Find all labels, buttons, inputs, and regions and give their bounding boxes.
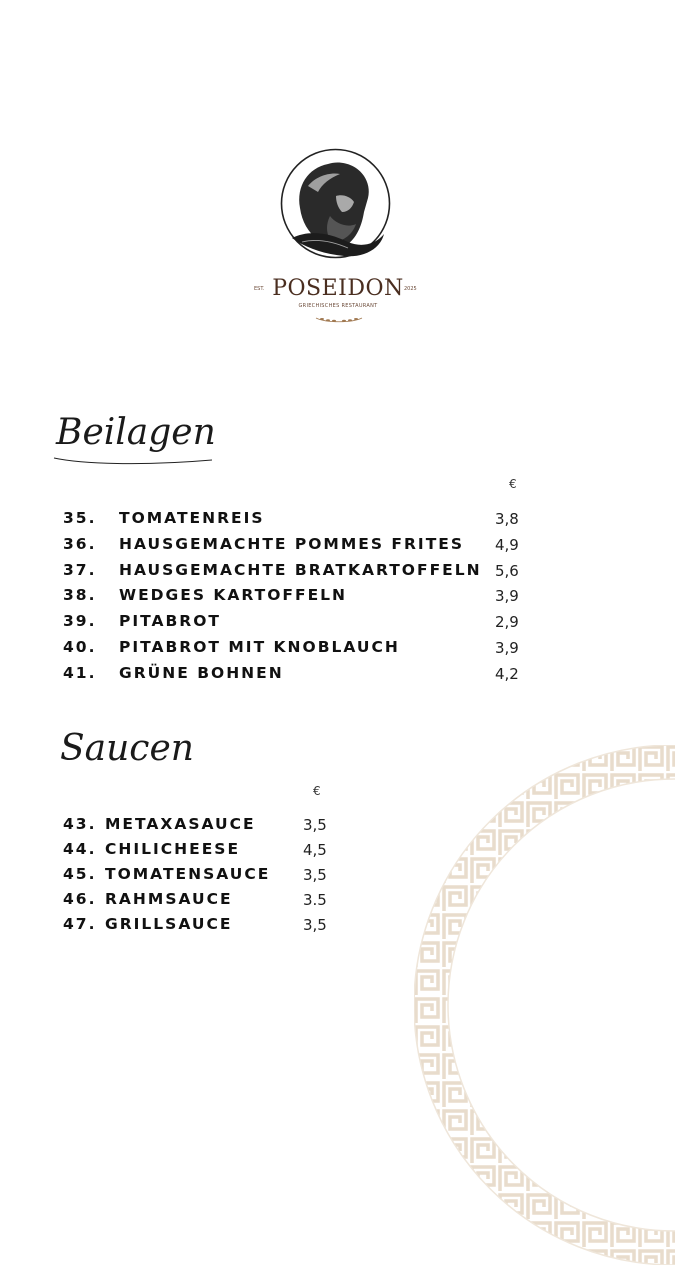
item-name: TOMATENREIS — [119, 509, 265, 527]
item-name: PITABROT — [119, 612, 221, 631]
est-year: 2025 — [404, 286, 417, 292]
item-price: 5,6 — [495, 561, 519, 580]
section-title-beilagen: Beilagen — [56, 412, 216, 453]
item-name: HAUSGEMACHTE POMMES FRITES — [119, 534, 465, 553]
menu-item — [63, 612, 533, 636]
item-number: 47. — [63, 915, 97, 933]
item-name: TOMATENSAUCE — [105, 865, 271, 883]
item-number: 43. — [63, 815, 97, 833]
greek-key-ring — [414, 745, 675, 1265]
menu-item — [63, 815, 343, 839]
menu-item — [63, 865, 343, 889]
item-price: 3,9 — [495, 639, 519, 657]
item-name: WEDGES KARTOFFELN — [119, 586, 348, 605]
item-name: GRILLSAUCE — [105, 915, 233, 933]
item-number: 41. — [63, 663, 97, 682]
item-number: 35. — [63, 509, 97, 527]
menu-item — [63, 535, 533, 559]
item-price: 3.5 — [303, 891, 327, 909]
menu-item — [63, 638, 533, 662]
menu-item — [63, 890, 343, 914]
item-price: 2,9 — [495, 613, 519, 632]
item-name: HAUSGEMACHTE BRATKARTOFFELN — [119, 560, 482, 579]
restaurant-logo — [248, 146, 428, 326]
item-price: 3,5 — [303, 916, 327, 934]
item-name: PITABROT MIT KNOBLAUCH — [119, 638, 400, 656]
laurel-ornament-icon — [314, 314, 364, 324]
menu-item — [63, 840, 343, 864]
brand-subtitle: GRIECHISCHES RESTAURANT — [298, 303, 378, 309]
menu-item — [63, 915, 343, 939]
item-number: 37. — [63, 560, 97, 579]
item-number: 44. — [63, 840, 97, 858]
menu-item — [63, 586, 533, 610]
currency-label: € — [313, 784, 321, 798]
item-number: 40. — [63, 638, 97, 656]
brand-name: POSEIDON — [272, 276, 404, 301]
section-title-saucen: Saucen — [60, 728, 194, 769]
menu-item — [63, 509, 533, 533]
item-price: 3,8 — [495, 510, 519, 528]
menu-item — [63, 561, 533, 585]
item-number: 38. — [63, 586, 97, 605]
menu-item — [63, 664, 533, 688]
item-price: 4,5 — [303, 841, 327, 859]
item-name: CHILICHEESE — [105, 840, 241, 858]
item-name: RAHMSAUCE — [105, 890, 233, 908]
currency-label: € — [509, 477, 517, 491]
item-number: 39. — [63, 612, 97, 631]
item-number: 45. — [63, 865, 97, 883]
est-label: EST. — [254, 286, 265, 292]
item-price: 3,5 — [303, 816, 327, 834]
title-underline-flourish — [52, 452, 217, 466]
item-name: METAXASAUCE — [105, 815, 256, 833]
item-price: 3,5 — [303, 866, 327, 884]
item-name: GRÜNE BOHNEN — [119, 663, 284, 682]
item-price: 4,9 — [495, 535, 519, 554]
item-price: 4,2 — [495, 664, 519, 683]
item-price: 3,9 — [495, 587, 519, 606]
poseidon-medallion-icon — [278, 146, 393, 261]
item-number: 36. — [63, 534, 97, 553]
item-number: 46. — [63, 890, 97, 908]
